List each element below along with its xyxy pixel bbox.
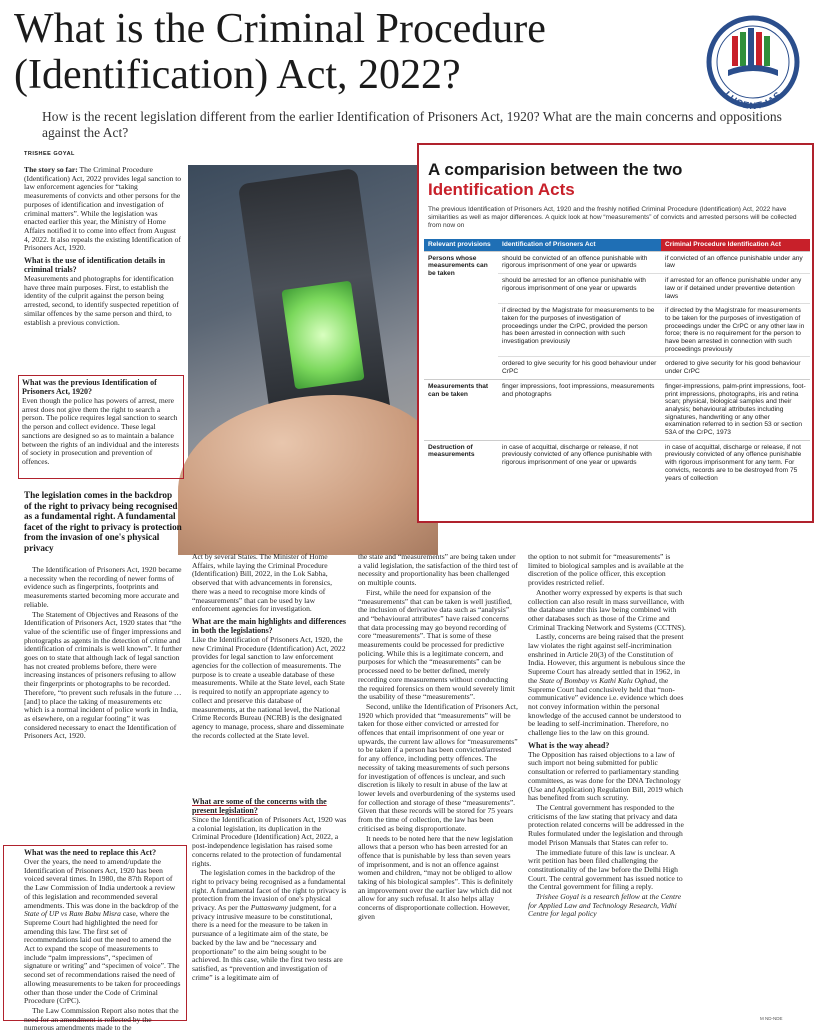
svg-text:LUCENT IAS	[722, 89, 785, 110]
paragraph: Like the Identification of Prisoners Act, 1920, the new Criminal Procedure (Identification) Act, 2022 provides for legal sanction to law enforcement agencies for the collection of measurements. The purpose is to create a useable database of these measurements. While at the State level, each State is required to notify an appropriate agency to collect and preserve this database of measurements, at the national level, the National Crime Records Bureau (NCRB) is the designated agency to manage, process, share and disseminate the records collected at the State level.	[192, 634, 346, 740]
logo-text: LUCENT IAS	[721, 89, 785, 110]
table-cell: ordered to give security for his good behaviour under CrPC	[498, 357, 661, 379]
column-2-top	[192, 553, 348, 741]
table-cell: if directed by the Magistrate for measurements to be taken for the purposes of investigation of proceedings under the CrPC, provided the person has been arrested in connection with such investigation previously	[498, 304, 661, 357]
paragraph: It needs to be noted here that the new legislation allows that a person who has been arrested for an offence that is punishable by less than seven years of imprisonment, and is not an offence against women and children, “may not be obliged to allow taking of his biological samples”. This is definitely an improvement over the earlier law which did not allow for any such refusal. It also helps allay concerns of disproportionate collection. However, given	[358, 833, 514, 921]
column-2-bottom: What are some of the concerns with the present legislation? Since the Identification of Prisoners Act, 1920 was a colonial legislation, its duplication in the Criminal Procedure (Identification) Act, 2022, a post-independence legislation has raised some concerns related to the protection of fundamental rights. The legislation comes in the backdrop of the right to privacy being recognised as a fundamental right. A fundamental facet of the right to privacy is protection from the invasion of one's physical privacy. As per the Puttaswamy judgment, for a privacy intrusive measure to be constitutional, there is a need for the measure to be taken in pursuance of a legitimate aim of the state, be backed by the law and be “necessary and proportionate” to the aim being sought to be achieved. In this case, while the first two tests are satisfied, as “prevention and investigation of crime” is a legitimate aim of	[192, 797, 347, 982]
highlighted-section-1920-act	[18, 375, 184, 479]
lucent-ias-logo	[700, 14, 806, 110]
author-note: Trishee Goyal is a research fellow at the Centre for Applied Law and Technology Research, Vidhi Centre for legal policy	[528, 892, 682, 919]
paragraph: The Criminal Procedure (Identification) Act, 2022 provides legal sanction to law enforcement agencies for “taking measurements of convicts and other persons for the purposes of identification and investigation of criminal matters”. While the legislation was enacted earlier this year, the Ministry of Home Affairs notified it to come into effect from August 4, 2022. It also repeals the existing Identification of Prisoners Act, 1920.	[24, 165, 182, 253]
row-label: Measurements that can be taken	[424, 379, 498, 440]
column-1-middle	[24, 566, 182, 742]
section-heading: What are some of the concerns with the present legislation?	[192, 797, 327, 815]
paragraph: The Opposition has raised objections to a law of such import not being submitted for public consultation or referred to parliamentary standing committees, as was done for the DNA Technology (Use and Application) Regulation Bill, 2019 which has benefited from such scrutiny.	[528, 749, 684, 803]
paragraph: The Law Commission Report also notes that the need for an amendment is reflected by the numerous amendments made to the	[24, 1005, 179, 1033]
column-3	[358, 553, 518, 923]
table-cell: should be convicted of an offence punishable with rigorous imprisonment of one year or upwards	[498, 251, 661, 273]
paragraph: Act by several States. The Minister of Home Affairs, while laying the Criminal Procedure (Identification) Bill, 2022, in the Lok Sabha, observed that with advancements in forensics, there was a need to recognise more kinds of “measurements” that can be used by law enforcement agencies for investigation.	[192, 552, 333, 614]
paragraph: Second, unlike the Identification of Prisoners Act, 1920 which provided that “measurements” will be taken for those either convicted or arrested for offences that entail imprisonment of one year or upwards, the current law allows for “measurements” to be taken if a person has been convicted/arrested for any offence, including petty offences. The necessity of taking measurements of such persons for investigation of offences is unclear, and such discretion is likely to result in abuse of the law at lower levels and overburdening of the systems used for collection and storage of these “measurements”. Given that these records will be stored for 75 years from the time of collection, the law has been criticised as being disproportionate.	[358, 701, 518, 833]
table-row	[424, 440, 810, 485]
table-cell: finger-impressions, palm-print impressions, foot-print impressions, photographs, iris and retina scan; physical, biological samples and their analysis; behavioural attributes including signatures, handwriting or any other examination referred to in section 53 or section 53A of the CrPC, 1973	[661, 379, 810, 440]
paragraph: Measurements and photographs for identification have three main purposes. First, to establish the identity of the culprit against the person being arrested, second, to identify suspected repetition of similar offences by the same person and third, to establish a previous conviction.	[24, 274, 179, 327]
column-4: the option to not submit for “measurements” is limited to biological samples and is available at the discretion of the police officer, this exception provides restricted relief. Another worry expressed by experts is that such collection can also result in mass surveillance, with the database under this law being combined with other databases such as those of the Crime and Criminal Tracking Network and Systems (CCTNS). Lastly, concerns are being raised that the present law violates the right against self-incrimination enshrined in Article 20(3) of the Constitution of India. However, this argument is nebulous since the Supreme Court has already settled that in 1962, in the State of Bombay vs Kathi Kalu Oghad, the Supreme Court had conclusively held that “non-communicative” evidence i.e. evidence which does not convey information within the personal knowledge of the accused cannot be understood to be leading to self-incrimination. Therefore, no challenge lies to the law on this ground. What is the way ahead? The Opposition has raised objections to a law of such import not being submitted for public consultation or referred to parliamentary standing committees, as was done for the DNA Technology (Use and Application) Regulation Bill, 2019 which has benefited from such scrutiny. The Central government has responded to the criticisms of the law stating that privacy and data protection related concerns will be addressed in the Rules formulated under the legislation and through model Prison Manuals that States can refer to. The immediate future of this law is unclear. A writ petition has been filed challenging the constitutionality of the law before the Delhi High Court. The central government has issued notice to the Central government for filing a reply. Trishee Goyal is a research fellow at the Centre for Applied Law and Technology Research, Vidhi Centre for legal policy	[528, 553, 688, 920]
comparison-intro: The previous Identification of Prisoners Act, 1920 and the freshly notified Criminal Procedure (Identification) Act, 2022 have similarities as well as major differences. A quick look at how “measurements” of convicts and arrested persons will be collected from now on	[428, 206, 797, 229]
pull-quote: The legislation comes in the backdrop of the right to privacy being recognised as a fundamental right. A fundamental facet of the right to privacy is protection from the invasion of one's physical privacy	[24, 490, 182, 553]
table-cell: if convicted of an offence punishable under any law	[661, 251, 810, 273]
subtitle: How is the recent legislation different from the earlier Identification of Prisoners Act, 1920? What are the main concerns and oppositions against the Act?	[42, 109, 782, 140]
paragraph: The Central government has responded to the criticisms of the law stating that privacy and data protection related concerns will be addressed in the Rules formulated under the legislation and through model Prison Manuals that States can refer to.	[528, 802, 684, 847]
section-heading: What was the need to replace this Act?	[24, 848, 157, 857]
row-label: Persons whose measurements can be taken	[424, 251, 498, 379]
row-label: Destruction of measurements	[424, 440, 498, 485]
table-header: Criminal Procedure Identification Act	[661, 239, 810, 251]
paragraph: Since the Identification of Prisoners Act, 1920 was a colonial legislation, its duplication in the Criminal Procedure (Identification) Act, 2022, a post-independence legislation has raised some concerns related to the protection of fundamental rights.	[192, 815, 347, 868]
table-cell: if arrested for an offence punishable under any law or if detained under preventive detention laws	[661, 274, 810, 304]
paragraph: The Statement of Objectives and Reasons of the Identification of Prisoners Act, 1920 states that “the value of the scientific use of finger impressions and photographs as agents in the detection of crime and identification of criminals is well known”. It further goes on to state that although lack of legal sanction has not created problems before, there were increasing instances of prisoners refusing to allow their fingerprints or photographs to be recorded. Therefore, “to prevent such refusals in the future …[and] to place the taking of measurements etc which is a normal incident of police work in India, as elsewhere, on a regular footing” it was considered necessary to enact the Identification of Prisoners Act, 1920.	[24, 609, 182, 741]
table-cell: should be arrested for an offence punishable with rigorous imprisonment of one year or upwards	[498, 274, 661, 304]
case-name: State of Bombay vs Kathi Kalu Oghad	[539, 675, 656, 685]
table-header: Relevant provisions	[424, 239, 498, 251]
fingerprint-scanner-photo	[188, 165, 420, 541]
paragraph: Even though the police has powers of arrest, mere arrest does not give them the right to search a person. The police requires legal sanction to search the person and collect evidence. These legal sanctions are designed so as to maintain a balance between the rights of an individual and the interests of society in prosecution and prevention of offences.	[22, 396, 179, 466]
table-cell: ordered to give security for his good behaviour under CrPC	[661, 357, 810, 379]
table-cell: finger impressions, foot impressions, measurements and photographs	[498, 379, 661, 440]
case-name: Puttaswamy	[250, 903, 288, 913]
column-1-top	[24, 166, 182, 328]
lead-in: The story so far:	[24, 165, 78, 174]
paragraph: the option to not submit for “measurements” is limited to biological samples and is available at the discretion of the police officer, this exception provides restricted relief.	[528, 552, 684, 588]
paragraph: Another worry expressed by experts is that such collection can also result in mass surveillance, with the database under this law being combined with other databases such as those of the Crime and Criminal Tracking Network and Systems (CCTNS).	[528, 587, 686, 632]
paragraph: the state and “measurements” are being taken under a valid legislation, the satisfaction of the third test of necessity and proportionality has been challenged on multiple counts.	[358, 552, 518, 588]
paragraph: The Identification of Prisoners Act, 1920 became a necessity when the recording of newer forms of evidence such as fingerprints, footprints and measurements started becoming more accurate and reliable.	[24, 565, 182, 609]
comparison-title: A comparision between the two	[428, 160, 683, 179]
paragraph: The immediate future of this law is unclear. A writ petition has been filed challenging the constitutionality of the law before the Delhi High Court. The central government has issued notice to the Central government for filing a reply.	[528, 847, 683, 892]
table-cell: if directed by the Magistrate for measurements to be taken for the purposes of investigation of proceedings under the CrPC or any other law in force; there is no requirement for the person to have been arrested in connection with such proceedings previously	[661, 304, 810, 357]
page-title: What is the Criminal Procedure (Identification) Act, 2022?	[14, 6, 546, 98]
table-header: Identification of Prisoners Act	[498, 239, 661, 251]
case-name: State of UP vs Ram Babu Misra	[24, 909, 121, 919]
table-row	[424, 251, 810, 273]
section-heading: What is the use of identification details in criminal trials?	[24, 256, 166, 275]
page-code: M ND-NDE	[760, 1016, 783, 1021]
table-cell: in case of acquittal, discharge or release, if not previously convicted of any offence punishable with rigorous imprisonment for any term. For convicts, records are to be destroyed from 75 years of collection	[661, 440, 810, 485]
highlighted-section-need-to-replace: What was the need to replace this Act? Over the years, the need to amend/update the Identification of Prisoners Act, 1920 has been voiced several times. In 1980, the 87th Report of the Law Commission of India undertook a review of this legislation and recommended several amendments. This was done in the backdrop of the State of UP vs Ram Babu Misra case, where the Supreme Court had highlighted the need for amending this law. The first set of recommendations laid out the need to amend the Act to expand the scope of measurements to include “palm impressions”, “specimen of signature or writing” and “specimen of voice”. The second set of recommendations raised the need of allowing measurements to be taken for proceedings other than those under the Code of Criminal Procedure (CrPC). The Law Commission Report also notes that the need for an amendment is reflected by the numerous amendments made to the	[3, 845, 187, 1021]
comparison-title-highlight: Identification Acts	[428, 180, 575, 199]
section-heading: What was the previous Identification of Prisoners Act, 1920?	[22, 378, 157, 396]
table-cell: in case of acquittal, discharge or release, if not previously convicted of any offence punishable with rigorous imprisonment of one year or upwards	[498, 440, 661, 485]
paragraph: First, while the need for expansion of the “measurements” that can be taken is well justified, the inclusion of derivative data such as “analysis” and “behavioural attributes” have raised concerns that data processing may go beyond recording of core “measurements”. That is some of these measurements could be processed for predictive policing. While this is a legitimate concern, and purposes for which the “measurements” can be processed need to be better defined, merely recording core measurements without conducting the required forensics on them would severely limit the usability of these “measurements”.	[358, 587, 515, 702]
byline: TRISHEE GOYAL	[24, 151, 75, 157]
comparison-table	[424, 239, 810, 485]
table-row	[424, 379, 810, 440]
section-heading: What is the way ahead?	[528, 740, 610, 750]
section-heading: What are the main highlights and differences in both the legislations?	[192, 616, 346, 635]
